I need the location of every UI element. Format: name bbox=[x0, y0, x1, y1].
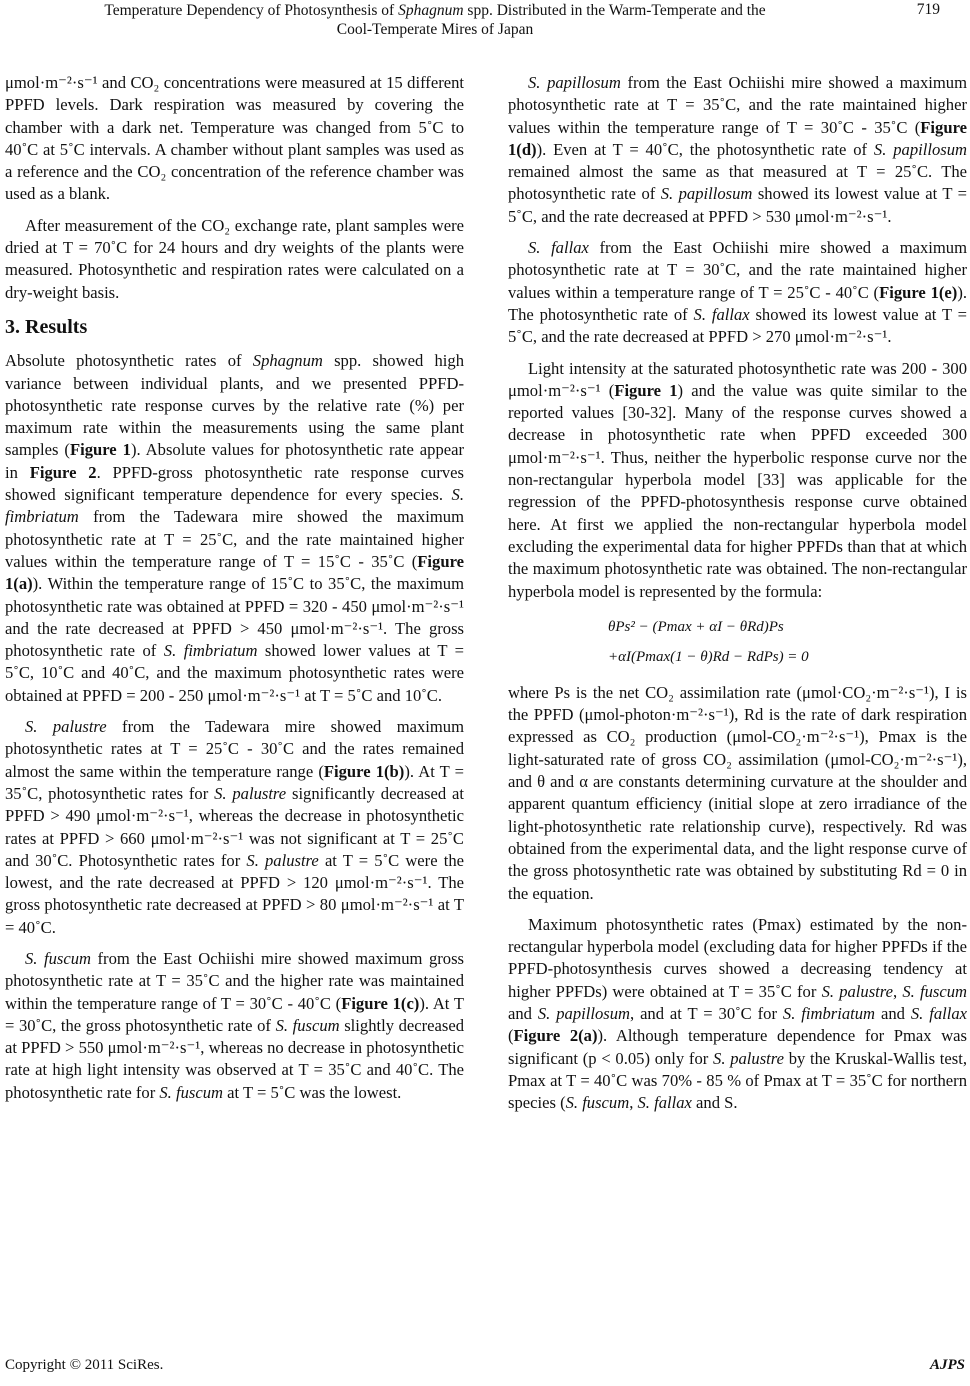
right-column bbox=[508, 72, 967, 1123]
section-title-results: 3. Results bbox=[5, 315, 88, 338]
journal-abbreviation: AJPS bbox=[929, 1357, 965, 1373]
page-footer bbox=[5, 1356, 965, 1374]
paragraph-s-papillosum: S. papillosum from the East Ochiishi mire showed a maximum photosynthetic rate at T = 35˚C, and the rate maintained higher values within the temperature range of T = 30˚C - 35˚C (Figure 1(d)). Even at T = 40˚C, the photosynthetic rate of S. papillosum remained almost the same as that measured at T = 25˚C. The photosynthetic rate of S. papillosum showed its lowest value at T = 5˚C, and the rate decreased at PPFD > 530 μmol·m⁻²·s⁻¹. bbox=[508, 73, 968, 226]
paragraph-dry-weight: After measurement of the CO₂ exchange rate, plant samples were dried at T = 70˚C for 24 hours and dry weights of the plants were measured. Photosynthetic and respiration rates were calculated on a dry-weight basis. bbox=[5, 215, 464, 302]
running-header bbox=[0, 0, 970, 44]
equation-non-rectangular-hyperbola bbox=[608, 612, 967, 672]
paragraph-s-palustre: S. palustre from the Tadewara mire showed maximum photosynthetic rates at T = 25˚C - 30˚C and the rates remained almost the same within the temperature range (Figure 1(b)). At T = 35˚C, photosynthetic rates for S. palustre significantly decreased at PPFD > 490 μmol·m⁻²·s⁻¹, whereas the decrease in photosynthetic rates at PPFD > 660 μmol·m⁻²·s⁻¹ was not significant at T = 25˚C and 30˚C. Photosynthetic rates for S. palustre at T = 5˚C were the lowest, and the rate decreased at PPFD > 120 μmol·m⁻²·s⁻¹. The gross photosynthetic rate decreased at PPFD > 80 μmol·m⁻²·s⁻¹ at T = 40˚C. bbox=[5, 717, 464, 937]
paragraph-light-intensity: Light intensity at the saturated photosynthetic rate was 200 - 300 μmol·m⁻²·s⁻¹ (Figure 1) and the value was quite similar to the reported values [30-32]. Many of the response curves showed a decrease in photosynthetic rate when PPFD exceeded 300 μmol·m⁻²·s⁻¹. Thus, neither the hyperbolic response curve nor the non-rectangular hyperbola model [33] was applicable for the regression of the PPFD-photosynthesis response curve obtained here. At first we applied the non-rectangular hyperbola model excluding the experimental data for higher PPFDs than that at which the maximum photosynthetic rate was obtained. The non-rectangular hyperbola model is represented by the formula: bbox=[508, 358, 967, 601]
header-title-line2: Cool-Temperate Mires of Japan bbox=[336, 21, 534, 38]
copyright-notice: Copyright © 2011 SciRes. bbox=[5, 1357, 164, 1373]
left-column bbox=[5, 72, 464, 1113]
paragraph-pmax: Maximum photosynthetic rates (Pmax) estimated by the non-rectangular hyperbola model (excluding data for higher PPFDs if the PPFD-photosynthesis curves showed a decreasing tendency at higher PPFDs) were obtained at T = 35˚C for S. palustre, S. fuscum and S. papillosum, and at T = 30˚C for S. fimbriatum and S. fallax (Figure 2(a)). Although temperature dependence for Pmax was significant (p < 0.05) only for S. palustre by the Kruskal-Wallis test, Pmax at T = 40˚C was 70% - 85 % of Pmax at T = 35˚C for northern species (S. fuscum, S. fallax and S. bbox=[508, 914, 967, 1113]
page-number: 719 bbox=[916, 1, 940, 18]
paragraph-methods-end: μmol·m⁻²·s⁻¹ and CO₂ concentrations were measured at 15 different PPFD levels. Dark respiration was measured by covering the chamber with a dark net. Temperature was changed from 5˚C to 40˚C at 5˚C intervals. A chamber without plant samples was used as a reference and the CO₂ concentration of the reference chamber was used as a blank. bbox=[5, 73, 464, 204]
equation-line-1: θPs² − (Pmax + αI − θRd)Ps bbox=[608, 618, 784, 635]
paragraph-s-fuscum: S. fuscum from the East Ochiishi mire showed maximum gross photosynthetic rate at T = 35˚C and the higher rate was maintained within the temperature range of T = 30˚C - 40˚C (Figure 1(c)). At T = 30˚C, the gross photosynthetic rate of S. fuscum slightly decreased at PPFD > 550 μmol·m⁻²·s⁻¹, whereas no decrease in photosynthetic rate at high light intensity was observed at T = 35˚C and 40˚C. The photosynthetic rate for S. fuscum at T = 5˚C was the lowest. bbox=[5, 948, 465, 1102]
paragraph-equation-definitions: where Ps is the net CO₂ assimilation rate (μmol·CO₂·m⁻²·s⁻¹), I is the PPFD (μmol-photon·m⁻²·s⁻¹), Rd is the rate of dark respiration expressed as CO₂ production (μmol-CO₂·m⁻²·s⁻¹), Pmax is the light-saturated rate of gross CO₂ assimilation (μmol-CO₂·m⁻²·s⁻¹), and θ and α are constants determining curvature at the shoulder and apparent quantum efficiency (initial slope at zero irradiance of the light-photosynthetic rate relationship curve), respectively. Rd was obtained from the experimental data, and the light response curve of the gross photosynthetic rate was obtained by substituting Rd = 0 in the equation. bbox=[508, 682, 967, 903]
paragraph-s-fallax: S. fallax from the East Ochiishi mire showed a maximum photosynthetic rate at T = 30˚C, and the rate maintained higher values within a temperature range of T = 25˚C - 40˚C (Figure 1(e)). The photosynthetic rate of S. fallax showed its lowest value at T = 5˚C, and the rate decreased at PPFD > 270 μmol·m⁻²·s⁻¹. bbox=[508, 238, 967, 347]
equation-line-2: +αI(Pmax(1 − θ)Rd − RdPs) = 0 bbox=[608, 648, 809, 665]
header-title-line1: Temperature Dependency of Photosynthesis of Sphagnum spp. Distributed in the Warm-Temperate and the bbox=[104, 2, 766, 19]
paragraph-results-intro: Absolute photosynthetic rates of Sphagnum spp. showed high variance between individual plants, and we presented PPFD-photosynthetic rate response curves by the relative rate (%) per maximum rate within the measurements using the same plant samples (Figure 1). Absolute values for photosynthetic rate appear in Figure 2. PPFD-gross photosynthetic rate response curves showed significant temperature dependence for every species. S. fimbriatum from the Tadewara mire showed the maximum photosynthetic rate at T = 25˚C, and the rate maintained higher values within the temperature range of T = 15˚C - 35˚C (Figure 1(a)). Within the temperature range of 15˚C to 35˚C, the maximum photosynthetic rate was obtained at PPFD = 320 - 450 μmol·m⁻²·s⁻¹ and the rate decreased at PPFD > 450 μmol·m⁻²·s⁻¹. The gross photosynthetic rate of S. fimbriatum showed lower values at T = 5˚C, 10˚C and 40˚C, and the maximum photosynthetic rates were obtained at PPFD = 200 - 250 μmol·m⁻²·s⁻¹ at T = 5˚C and 10˚C. bbox=[5, 351, 464, 705]
